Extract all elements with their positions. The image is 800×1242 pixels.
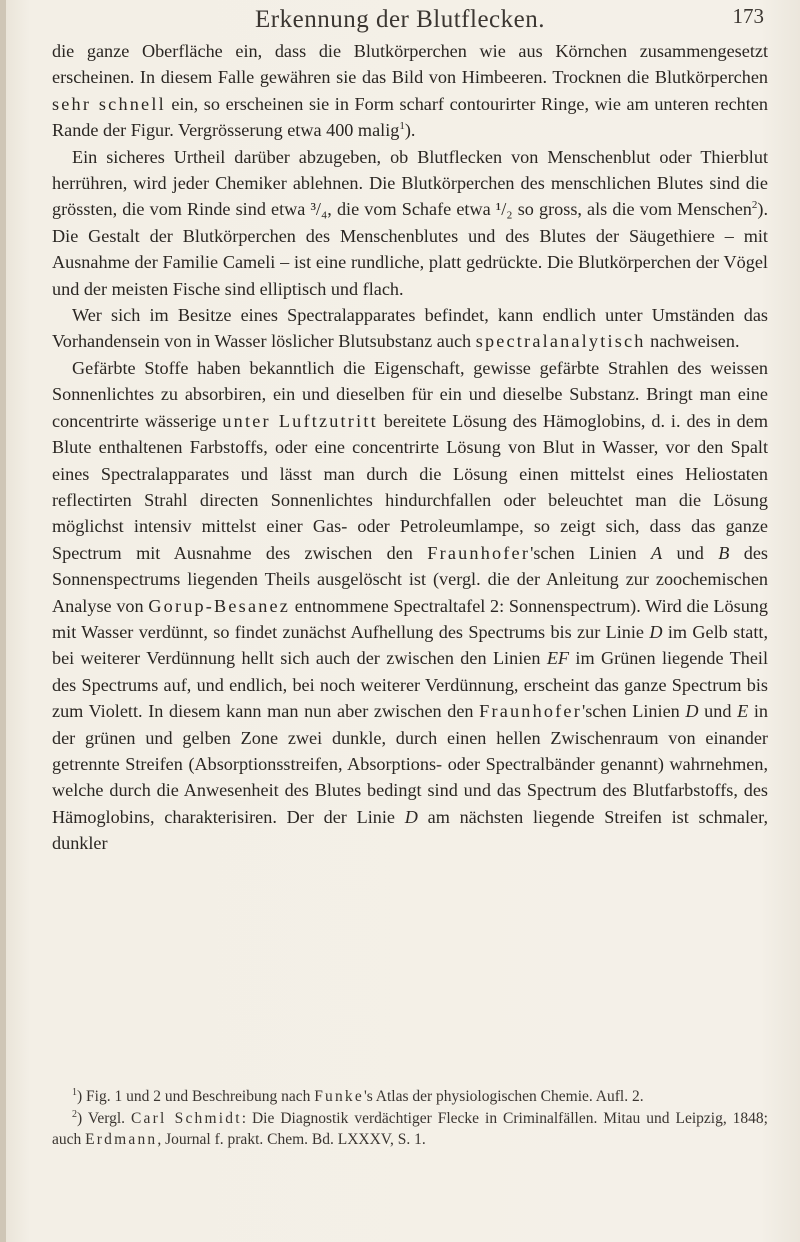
p4-text-g: und: [662, 542, 719, 563]
p4-text-i: des Sonnenspectrums liegenden Theils ausgelöscht ist (vergl. die der Anleitung zur zoochemischen Analyse von: [52, 542, 768, 616]
running-head: Erkennung der Blutflecken.: [255, 6, 545, 33]
page-header: [0, 4, 800, 38]
p4-text-q: 'schen Linien: [581, 701, 686, 722]
p1-text-e: ).: [404, 120, 416, 141]
p4-line-d-3: D: [404, 806, 418, 827]
footnotes: [52, 1086, 768, 1151]
p4-text-a: Gefärbte Stoffe haben bekanntlich die Eigenschaft, gewisse gefärbte Strahlen des weissen Sonnenlichtes zu absorbiren, ein und dieselben für ein und dieselbe Substanz. Bringt man eine concentrirte wässerige: [52, 357, 768, 431]
paragraph-1: [52, 38, 768, 144]
footnote-ref-2: 2: [751, 199, 758, 212]
footnote-2: [52, 1108, 768, 1151]
footnote-1: [52, 1086, 768, 1108]
p4-line-b: B: [718, 542, 730, 563]
p4-text-e: 'schen Linien: [530, 542, 652, 563]
footnote-2-text-c: : Die Diagnostik verdächtiger Flecke in Criminalfällen. Mitau und Leipzig, 1848; auch: [52, 1109, 768, 1149]
footnote-2-text-e: , Journal f. prakt. Chem. Bd. LXXXV, S. 1.: [157, 1131, 426, 1149]
footnote-1-mark: 1: [72, 1086, 77, 1098]
p4-name-fraunhofer-1: Fraunhofer: [427, 542, 531, 563]
p4-line-d-2: D: [685, 701, 699, 722]
p4-text-o: im Grünen liegende Theil des Spectrums auf, und endlich, bei noch weiterer Verdünnung, erscheint das ganze Spectrum bis zum Violett. In diesem kann man nun aber zwischen den: [52, 648, 768, 722]
p1-text-a: die ganze Oberfläche ein, dass die Blutkörperchen wie aus Körnchen zusammengesetzt erscheinen. In diesem Falle gewähren sie das Bild von Himbeeren. Trocknen die Blutkörperchen: [52, 41, 768, 88]
p4-text-c: bereitete Lösung des Hämoglobins, d. i. des in dem Blute enthaltenen Farbstoffs, oder eine concentrirte Lösung von Blut in Wasser, vor den Spalt eines Spectralapparates und lässt man durch die Lösung einen mittelst eines Heliostaten reflectirten Strahl directen Sonnenlichtes hindurchfallen oder beleuchtet man die Lösung möglichst intensiv mittelst einer Gas- oder Petroleumlampe, so zeigt sich, dass das ganze Spectrum mit Ausnahme des zwischen den: [52, 410, 768, 563]
footnote-2-name-schmidt: Carl Schmidt: [130, 1109, 242, 1127]
paragraph-4: [52, 355, 768, 857]
p2-text-a: Ein sicheres Urtheil darüber abzugeben, ob Blutflecken von Menschenblut oder Thierblut herrühren, wird jeder Chemiker ablehnen. Die Blutkörperchen des menschlichen Blutes sind die grössten, die vom Rinde sind etwa ³/₄, die vom Schafe etwa ¹/₂ so gross, als die vom Menschen: [52, 146, 768, 220]
page-number: 173: [732, 4, 764, 28]
p4-lines-ef: EF: [546, 648, 570, 669]
page-binding-edge: [0, 0, 6, 1242]
p4-text-k: entnommene Spectraltafel 2: Sonnenspectrum). Wird die Lösung mit Wasser verdünnt, so findet zunächst Aufhellung des Spectrums bis zur Linie: [52, 595, 768, 642]
p4-text-m: im Gelb statt, bei weiterer Verdünnung hellt sich auch der zwischen den Linien: [52, 621, 768, 669]
footnote-ref-1: 1: [399, 120, 405, 133]
body-text: [52, 38, 768, 857]
p4-text-u: in der grünen und gelben Zone zwei dunkle, durch einen hellen Zwischenraum von einander getrennte Streifen (Absorptionsstreifen, Absorptions- oder Spectralbänder genannt) wahrnehmen, welche durch die Anwesenheit des Blutes bedingt sind und das Spectrum des Blutfarbstoffs, des Hämoglobins, charakterisiren. Der der Linie: [52, 701, 769, 827]
footnote-2-text-a: ) Vergl.: [77, 1109, 131, 1127]
p4-line-e: E: [737, 701, 749, 722]
p4-spaced-text: unter Luftzutritt: [222, 410, 378, 431]
footnote-1-name-funke: Funke: [314, 1088, 364, 1105]
p3-spaced-text: spectralanalytisch: [475, 331, 646, 352]
p4-text-s: und: [698, 701, 738, 722]
p3-text-a: Wer sich im Besitze eines Spectralapparates befindet, kann endlich unter Umständen das Vorhandensein von in Wasser löslicher Blutsubstanz auch: [52, 305, 768, 352]
paragraph-3: [52, 302, 768, 355]
footnote-2-mark: 2: [72, 1108, 77, 1120]
p4-text-w: am nächsten liegende Streifen ist schmaler, dunkler: [52, 806, 768, 854]
p4-name-fraunhofer-2: Fraunhofer: [479, 701, 582, 722]
p4-line-d: D: [649, 621, 663, 642]
p4-line-a: A: [651, 542, 663, 563]
p4-name-gorup-besanez: Gorup-Besanez: [148, 595, 291, 616]
p3-text-c: nachweisen.: [645, 331, 740, 352]
p1-text-c: ein, so erscheinen sie in Form scharf contourirter Ringe, wie am unteren rechten Rande der Figur. Vergrösserung etwa 400 malig: [52, 93, 768, 141]
paragraph-2: [52, 144, 768, 302]
p2-text-c: ). Die Gestalt der Blutkörperchen des Menschenblutes und des Blutes der Säugethiere – mit Ausnahme der Familie Cameli – ist eine rundliche, platt gedrückte. Die Blutkörperchen der Vögel und der meisten Fische sind elliptisch und flach.: [52, 199, 768, 299]
footnote-1-text-a: ) Fig. 1 und 2 und Beschreibung nach: [77, 1088, 315, 1105]
footnote-1-text-c: 's Atlas der physiologischen Chemie. Aufl. 2.: [363, 1088, 644, 1105]
footnote-2-name-erdmann: Erdmann: [85, 1131, 158, 1149]
p1-spaced-text: sehr schnell: [52, 93, 166, 114]
